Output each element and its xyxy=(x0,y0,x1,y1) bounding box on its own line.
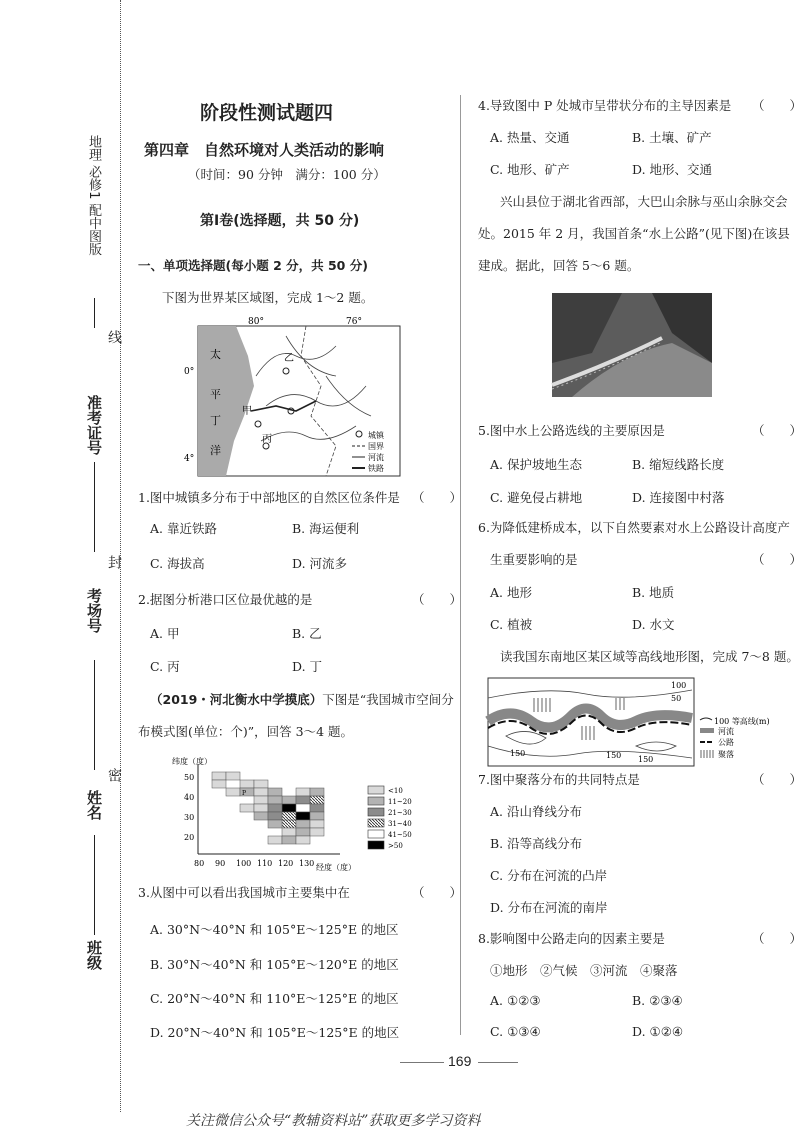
legend-swatch xyxy=(368,841,384,849)
river-lines xyxy=(256,336,371,441)
class-label: 班级 xyxy=(85,940,103,970)
q7-option-a[interactable]: A. 沿山脊线分布 xyxy=(490,804,582,819)
chart-cell xyxy=(282,804,296,812)
q3-option-b[interactable]: B. 30°N～40°N 和 105°E～120°E 的地区 xyxy=(150,957,399,972)
chart-cell xyxy=(310,828,324,836)
q3-option-a[interactable]: A. 30°N～40°N 和 105°E～125°E 的地区 xyxy=(150,922,399,937)
q2-stem: 2.据图分析港口区位最优越的是 xyxy=(138,592,313,607)
chart-cell xyxy=(296,828,310,836)
q2-option-a[interactable]: A. 甲 xyxy=(150,626,180,641)
world-region-map xyxy=(184,316,460,488)
q2-option-b[interactable]: B. 乙 xyxy=(292,626,322,641)
place-jia: 甲 xyxy=(242,406,252,417)
chapter-title: 第四章 自然环境对人类活动的影响 xyxy=(144,141,385,159)
x-tick-label: 120 xyxy=(278,859,294,868)
q4-option-c[interactable]: C. 地形、矿产 xyxy=(490,162,570,177)
q6-option-c[interactable]: C. 植被 xyxy=(490,617,533,632)
intro-q3-4-line1: 下图是“我国城市空间分 xyxy=(322,692,454,707)
chart-cell xyxy=(310,820,324,828)
q4-answer-blank[interactable]: （ ） xyxy=(752,98,802,113)
legend-swatch xyxy=(368,819,384,827)
q5-option-c[interactable]: C. 避免侵占耕地 xyxy=(490,490,583,505)
q3-stem: 3.从图中可以看出我国城市主要集中在 xyxy=(138,885,350,900)
q6-stem: 6.为降低建桥成本，以下自然要素对水上公路设计高度产 xyxy=(478,520,790,535)
intro-q5-6-line3: 建成。据此，回答 5～6 题。 xyxy=(478,258,640,273)
contour-label-150b: 150 xyxy=(606,751,622,760)
ocean-char-2: 平 xyxy=(210,388,221,401)
q3-option-c[interactable]: C. 20°N～40°N 和 110°E～125°E 的地区 xyxy=(150,991,399,1006)
chart-cell xyxy=(254,788,268,796)
chart-cell xyxy=(268,812,282,820)
chart-cell xyxy=(310,812,324,820)
chart-cell xyxy=(268,836,282,844)
railway-line xyxy=(251,401,316,411)
ocean-area xyxy=(198,326,254,476)
q5-option-a[interactable]: A. 保护坡地生态 xyxy=(490,457,582,472)
chart-cell xyxy=(282,796,296,804)
legend-town: 城镇 xyxy=(368,431,384,440)
legend-swatch xyxy=(368,786,384,794)
place-yi: 乙 xyxy=(284,353,294,364)
q6-option-d[interactable]: D. 水文 xyxy=(632,617,675,632)
footer-note: 关注微信公众号“教辅资料站”获取更多学习资料 xyxy=(186,1113,481,1129)
chart-cell xyxy=(296,836,310,844)
q5-stem: 5.图中水上公路选线的主要原因是 xyxy=(478,423,665,438)
seal-word-line: 线 xyxy=(106,330,122,344)
x-tick-label: 90 xyxy=(215,859,226,868)
q1-option-d[interactable]: D. 河流多 xyxy=(292,556,348,571)
chart-cell xyxy=(282,812,296,820)
chart-cell xyxy=(226,772,240,780)
chart-cell xyxy=(212,780,226,788)
room-label: 考场号 xyxy=(85,588,103,633)
legend-contour: 100 等高线(m) xyxy=(714,717,770,726)
town-marker xyxy=(255,421,261,427)
chart-cell xyxy=(268,804,282,812)
contour-label-150a: 150 xyxy=(510,749,526,758)
source-note: （2019・河北衡水中学摸底） xyxy=(150,692,323,707)
time-info: （时间：90 分钟 满分：100 分） xyxy=(188,167,386,182)
chart-cell xyxy=(296,804,310,812)
chart-cell xyxy=(212,772,226,780)
legend-label: 11~20 xyxy=(388,798,412,806)
q8-option-b[interactable]: B. ②③④ xyxy=(632,993,683,1008)
city-distribution-chart xyxy=(168,756,420,874)
q1-option-b[interactable]: B. 海运便利 xyxy=(292,521,360,536)
volume-title: 第Ⅰ卷(选择题，共 50 分) xyxy=(200,213,360,229)
place-bing: 丙 xyxy=(262,434,272,445)
seal-word-secret: 密 xyxy=(106,768,122,782)
chart-cell xyxy=(240,804,254,812)
q6-stem-cont: 生重要影响的是 xyxy=(490,552,578,567)
q7-option-d[interactable]: D. 分布在河流的南岸 xyxy=(490,900,608,915)
chart-cell xyxy=(282,820,296,828)
chart-cell xyxy=(254,780,268,788)
contour-map xyxy=(486,676,800,770)
x-axis-label: 经度（度） xyxy=(316,863,356,872)
name-label: 姓名 xyxy=(85,790,103,820)
contour-label-100: 100 xyxy=(671,681,687,690)
seal-word-seal: 封 xyxy=(106,555,122,569)
legend-swatch xyxy=(368,830,384,838)
legend-label: 41~50 xyxy=(388,831,412,839)
q2-option-d[interactable]: D. 丁 xyxy=(292,659,323,674)
ocean-char-4: 洋 xyxy=(210,444,221,457)
x-tick-label: 110 xyxy=(257,859,273,868)
chart-cell xyxy=(254,804,268,812)
intro-q5-6-line1: 兴山县位于湖北省西部，大巴山余脉与巫山余脉交会 xyxy=(500,194,788,209)
p-point-label: P xyxy=(242,790,247,797)
legend-label: 31~40 xyxy=(388,820,412,828)
chart-cell xyxy=(296,796,310,804)
q3-answer-blank[interactable]: （ ） xyxy=(412,885,463,900)
contour-label-50: 50 xyxy=(671,694,682,703)
lat-top-label: 0° xyxy=(184,367,195,377)
q5-answer-blank[interactable]: （ ） xyxy=(752,423,802,438)
legend-river: 河流 xyxy=(368,453,384,462)
q8-stem: 8.影响图中公路走向的因素主要是 xyxy=(478,931,665,946)
exam-id-underline xyxy=(94,462,95,552)
q5-option-b[interactable]: B. 缩短线路长度 xyxy=(632,457,725,472)
q8-option-d[interactable]: D. ①②④ xyxy=(632,1024,684,1039)
page-title: 阶段性测试题四 xyxy=(200,102,334,124)
q2-answer-blank[interactable]: （ ） xyxy=(412,592,463,607)
section-title: 一、单项选择题(每小题 2 分，共 50 分) xyxy=(138,258,368,273)
x-tick-label: 80 xyxy=(194,859,205,868)
q6-option-b[interactable]: B. 地质 xyxy=(632,585,675,600)
chart-cell xyxy=(226,788,240,796)
chart-cell xyxy=(282,828,296,836)
page-number-rule-right xyxy=(478,1062,518,1063)
chart-cell xyxy=(254,796,268,804)
y-tick-label: 50 xyxy=(184,773,195,782)
q2-option-c[interactable]: C. 丙 xyxy=(150,659,180,674)
chart-cell xyxy=(254,812,268,820)
q5-option-d[interactable]: D. 连接图中村落 xyxy=(632,490,725,505)
chart-cell xyxy=(268,788,282,796)
q7-stem: 7.图中聚落分布的共同特点是 xyxy=(478,772,640,787)
intro-q7-8: 读我国东南地区某区域等高线地形图，完成 7～8 题。 xyxy=(500,649,799,664)
q8-answer-blank[interactable]: （ ） xyxy=(752,931,802,946)
q8-items: ①地形 ②气候 ③河流 ④聚落 xyxy=(490,963,678,978)
chart-cell xyxy=(296,820,310,828)
chart-cell xyxy=(296,812,310,820)
q7-answer-blank[interactable]: （ ） xyxy=(752,772,802,787)
legend-road: 公路 xyxy=(718,738,734,747)
x-tick-label: 100 xyxy=(236,859,252,868)
ocean-char-3: 丁 xyxy=(210,414,221,427)
q7-option-c[interactable]: C. 分布在河流的凸岸 xyxy=(490,868,608,883)
q4-stem: 4.导致图中 P 处城市呈带状分布的主导因素是 xyxy=(478,98,732,113)
legend-swatch xyxy=(368,797,384,805)
contour-label-150c: 150 xyxy=(638,755,654,764)
exam-id-label: 准考证号 xyxy=(85,395,103,455)
lat-bottom-label: 4° xyxy=(184,454,195,464)
legend-river-symbol xyxy=(700,728,714,733)
q4-option-d[interactable]: D. 地形、交通 xyxy=(632,162,713,177)
chart-cell xyxy=(268,796,282,804)
q6-answer-blank[interactable]: （ ） xyxy=(752,552,802,567)
y-tick-label: 40 xyxy=(184,793,195,802)
x-tick-label: 130 xyxy=(299,859,315,868)
chart-cell xyxy=(310,796,324,804)
chart-cell xyxy=(310,804,324,812)
name-underline xyxy=(94,835,95,935)
page-number: 169 xyxy=(448,1053,472,1069)
border-line xyxy=(301,326,336,476)
chart-cell xyxy=(240,780,254,788)
chart-cell xyxy=(310,788,324,796)
lon-left-label: 80° xyxy=(248,317,264,327)
q7-option-b[interactable]: B. 沿等高线分布 xyxy=(490,836,583,851)
q4-option-a[interactable]: A. 热量、交通 xyxy=(490,130,570,145)
legend-swatch xyxy=(368,808,384,816)
legend-label: >50 xyxy=(388,842,403,850)
legend-label: <10 xyxy=(388,787,403,795)
q6-option-a[interactable]: A. 地形 xyxy=(490,585,532,600)
q8-option-a[interactable]: A. ①②③ xyxy=(490,993,541,1008)
chart-cell xyxy=(282,836,296,844)
legend-rail: 铁路 xyxy=(368,464,384,473)
q3-option-d[interactable]: D. 20°N～40°N 和 105°E～125°E 的地区 xyxy=(150,1025,400,1040)
chart-cell xyxy=(296,788,310,796)
town-marker xyxy=(283,368,289,374)
ocean-char-1: 太 xyxy=(210,348,221,361)
q1-option-a[interactable]: A. 靠近铁路 xyxy=(150,521,217,536)
page-number-rule-left xyxy=(400,1062,444,1063)
q1-option-c[interactable]: C. 海拔高 xyxy=(150,556,205,571)
intro-q3-4-line2: 布模式图(单位：个)”，回答 3～4 题。 xyxy=(138,724,353,739)
room-underline xyxy=(94,660,95,770)
y-tick-label: 30 xyxy=(184,813,195,822)
lon-right-label: 76° xyxy=(346,317,362,327)
legend-town-symbol xyxy=(356,431,362,437)
q4-option-b[interactable]: B. 土壤、矿产 xyxy=(632,130,712,145)
q1-answer-blank[interactable]: （ ） xyxy=(412,490,463,505)
q8-option-c[interactable]: C. ①③④ xyxy=(490,1024,541,1039)
legend-label: 21~30 xyxy=(388,809,412,817)
divider xyxy=(94,298,95,328)
q1-stem: 1.图中城镇多分布于中部地区的自然区位条件是 xyxy=(138,490,400,505)
book-label: 地理 必修1 配中图版 xyxy=(86,135,101,256)
y-axis-label: 纬度（度） xyxy=(172,757,212,766)
intro-q5-6-line2: 处。2015 年 2 月，我国首条“水上公路”(见下图)在该县 xyxy=(478,226,790,241)
legend-river: 河流 xyxy=(718,727,734,736)
intro-q1-2: 下图为世界某区域图，完成 1～2 题。 xyxy=(162,290,374,305)
y-tick-label: 20 xyxy=(184,833,195,842)
legend-border: 国界 xyxy=(368,442,384,451)
water-highway-photo xyxy=(552,293,712,397)
legend-settlement: 聚落 xyxy=(718,750,734,759)
chart-cell xyxy=(268,820,282,828)
